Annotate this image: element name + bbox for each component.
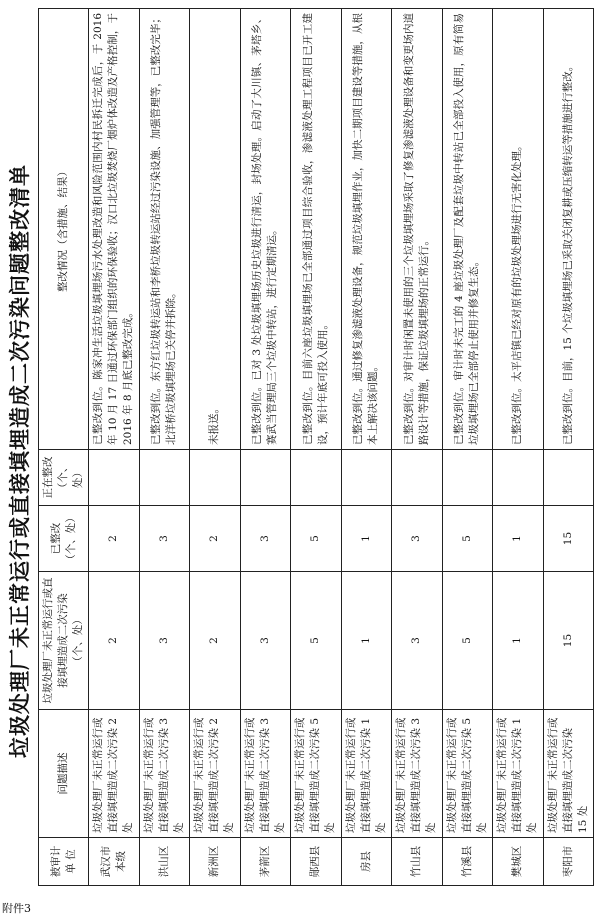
cell-in-progress <box>341 450 392 506</box>
table-row <box>442 9 493 886</box>
header-unit: 被审计单 位 <box>39 838 89 886</box>
cell-problem: 垃圾处理厂未正常运行或直接填埋造成二次污染 2 处 <box>190 710 241 838</box>
cell-count: 15 <box>543 572 594 710</box>
cell-count: 2 <box>190 572 241 710</box>
cell-in-progress <box>139 450 190 506</box>
cell-problem: 垃圾处理厂未正常运行或直接填埋造成二次污染 3 处 <box>139 710 190 838</box>
cell-unit: 房县 <box>341 838 392 886</box>
cell-count: 5 <box>442 572 493 710</box>
table-row <box>543 9 594 886</box>
cell-rectified: 1 <box>493 506 544 572</box>
cell-in-progress <box>190 450 241 506</box>
cell-unit: 郧西县 <box>291 838 342 886</box>
table-row <box>89 9 140 886</box>
cell-count: 3 <box>240 572 291 710</box>
cell-in-progress <box>493 450 544 506</box>
cell-problem: 垃圾处理厂未正常运行或直接填埋造成二次污染 2 处 <box>89 710 140 838</box>
cell-problem: 垃圾处理厂未正常运行或直接填埋造成二次污染 3 处 <box>392 710 443 838</box>
header-in-progress: 正在整改 （个、处） <box>39 450 89 506</box>
cell-unit: 洪山区 <box>139 838 190 886</box>
cell-count: 5 <box>291 572 342 710</box>
cell-problem: 垃圾处理厂未正常运行或直接填埋造成二次污染 1 处 <box>341 710 392 838</box>
cell-unit: 新洲区 <box>190 838 241 886</box>
cell-status: 已整改到位。对审计时闲置未使用的三个垃圾填埋场采取了修复渗滤液处理设备和变更场内道路设计等措施，保证垃圾填埋场的正常运行。 <box>392 9 443 450</box>
cell-status: 已整改到位。审计时未完工的 4 座垃圾处理厂及配套垃圾中转站已全部投入使用，原有简易垃圾填埋场已全部停止使用并修复生态。 <box>442 9 493 450</box>
header-problem: 问题描述 <box>39 710 89 838</box>
attachment-label: 附件3 <box>2 902 31 915</box>
cell-rectified: 15 <box>543 506 594 572</box>
cell-rectified: 2 <box>190 506 241 572</box>
table-row <box>291 9 342 886</box>
rectification-table <box>38 8 594 886</box>
cell-status: 已整改到位。通过修复渗滤液处理设备，规范垃圾填埋作业，加快二期项目建设等措施，从根本上解决该问题。 <box>341 9 392 450</box>
header-rectified: 已整改 （个、处） <box>39 506 89 572</box>
cell-problem: 垃圾处理厂未正常运行或直接填埋造成二次污染 5 处 <box>291 710 342 838</box>
cell-problem: 垃圾处理厂未正常运行或直接填埋造成二次污染 3 处 <box>240 710 291 838</box>
cell-problem: 垃圾处理厂未正常运行或直接填埋造成二次污染 15 处 <box>543 710 594 838</box>
cell-in-progress <box>442 450 493 506</box>
table-header-row <box>39 9 89 886</box>
cell-problem: 垃圾处理厂未正常运行或直接填埋造成二次污染 1 处 <box>493 710 544 838</box>
table-row <box>392 9 443 886</box>
cell-rectified: 5 <box>291 506 342 572</box>
cell-rectified: 3 <box>392 506 443 572</box>
cell-rectified: 3 <box>139 506 190 572</box>
table-row <box>190 9 241 886</box>
cell-in-progress <box>543 450 594 506</box>
cell-in-progress <box>89 450 140 506</box>
document-title: 垃圾处理厂未正常运行或直接填埋造成二次污染问题整改清单 <box>7 164 32 758</box>
table-row <box>493 9 544 886</box>
cell-status: 已整改到位。陈家冲生活垃圾填埋场污水处理改造和风险范围内村民拆迁完成后，于 2016 年 10 月 17 日通过环保部门组织的环保验收；汉口北垃圾焚烧厂烟炉体改造及产格控制，于 2016 年 8 月底已整改完成。 <box>89 9 140 450</box>
cell-rectified: 5 <box>442 506 493 572</box>
cell-rectified: 1 <box>341 506 392 572</box>
cell-unit: 竹溪县 <box>442 838 493 886</box>
table-row <box>240 9 291 886</box>
cell-unit: 竹山县 <box>392 838 443 886</box>
cell-count: 2 <box>89 572 140 710</box>
header-count: 垃圾处理厂未正常运行或直接填埋造成二次污染 （个、处） <box>39 572 89 710</box>
table-row <box>139 9 190 886</box>
cell-status: 已整改到位。目前，15 个垃圾填埋场已采取关闭复耕或压缩转运等措施进行整改。 <box>543 9 594 450</box>
cell-unit: 樊城区 <box>493 838 544 886</box>
cell-status: 已整改到位。太平店镇已经对原有的垃圾处理场进行无害化处理。 <box>493 9 544 450</box>
cell-problem: 垃圾处理厂未正常运行或直接填埋造成二次污染 5 处 <box>442 710 493 838</box>
cell-status: 未报送。 <box>190 9 241 450</box>
cell-rectified: 3 <box>240 506 291 572</box>
cell-count: 3 <box>392 572 443 710</box>
cell-unit: 武汉市 本级 <box>89 838 140 886</box>
cell-rectified: 2 <box>89 506 140 572</box>
cell-status: 已整改到位。已对 3 处垃圾填埋场历史垃圾进行清运，封场处理。启动了大川镇、茅塔乡、赛武当管理局三个垃圾中转站，进行定期清运。 <box>240 9 291 450</box>
cell-status: 已整改到位。目前六座垃圾填埋场已全部通过项目综合验收，渗滤液处理工程项目已开工建设，预计年底可投入使用。 <box>291 9 342 450</box>
cell-unit: 枣阳市 <box>543 838 594 886</box>
header-status: 整改情况（含措施、结果） <box>39 9 89 450</box>
cell-count: 1 <box>341 572 392 710</box>
cell-unit: 茅箭区 <box>240 838 291 886</box>
cell-count: 1 <box>493 572 544 710</box>
cell-in-progress <box>240 450 291 506</box>
cell-status: 已整改到位。东方红垃圾转运站和李桥垃圾转运站经过污染设施、加强管理等，已整改完毕；北洋桥垃圾填埋场已关停并拆除。 <box>139 9 190 450</box>
cell-in-progress <box>392 450 443 506</box>
table-row <box>341 9 392 886</box>
cell-in-progress <box>291 450 342 506</box>
cell-count: 3 <box>139 572 190 710</box>
